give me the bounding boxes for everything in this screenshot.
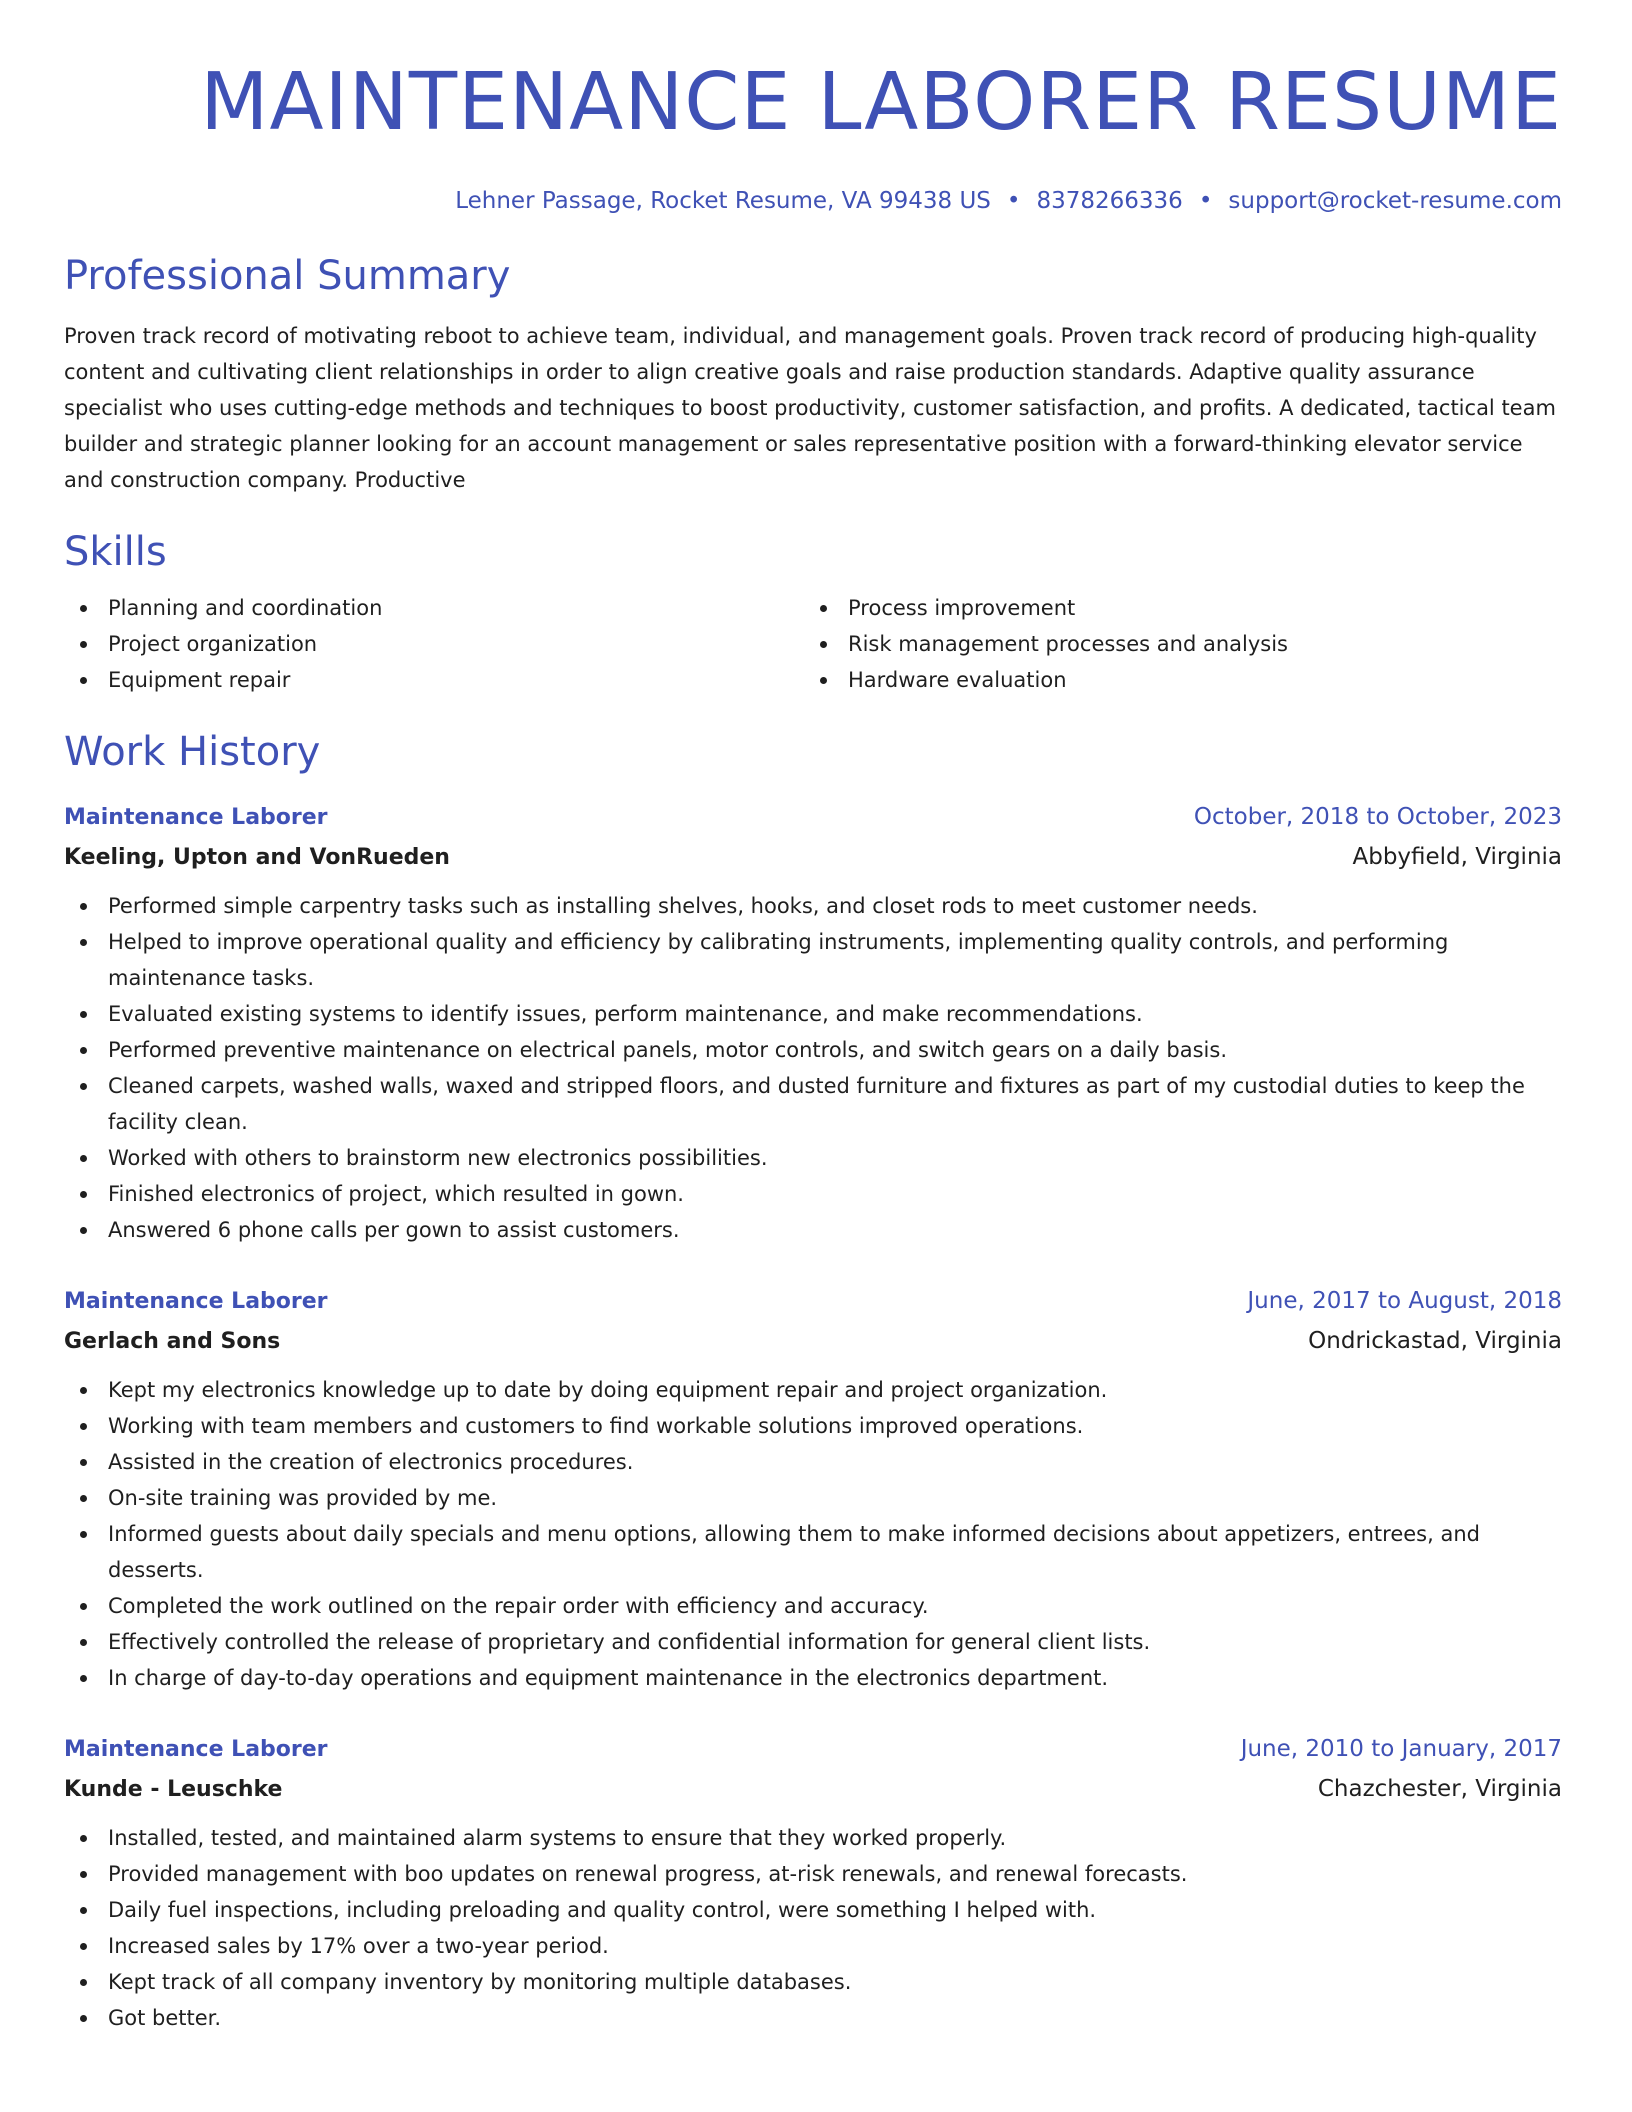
job-duty: Installed, tested, and maintained alarm systems to ensure that they worked properly.	[64, 1820, 1562, 1856]
resume-page	[64, 56, 1562, 2036]
job-entry	[64, 798, 1562, 1248]
job-duty: Kept my electronics knowledge up to date by doing equipment repair and project organization.	[64, 1372, 1562, 1408]
job-duty: Informed guests about daily specials and menu options, allowing them to make informed decisions about appetizers, entrees, and desserts.	[64, 1516, 1562, 1588]
job-dates: June, 2017 to August, 2018	[1247, 1288, 1562, 1314]
job-duties	[64, 1820, 1562, 2036]
contact-email: support@rocket-resume.com	[1228, 188, 1562, 214]
skill-item: Risk management processes and analysis	[804, 626, 1544, 662]
summary-text: Proven track record of motivating reboot to achieve team, individual, and management goals. Proven track record of producing high-quality content and cultivating client relationships in order to align creative goals and raise production standards. Adaptive quality assurance specialist who uses cutting-edge methods and techniques to boost productivity, customer satisfaction, and profits. A dedicated, tactical team builder and strategic planner looking for an account management or sales representative position with a forward-thinking elevator service and construction company. Productive	[64, 324, 1556, 492]
skills-column-right	[804, 590, 1544, 698]
job-duty: Performed preventive maintenance on electrical panels, motor controls, and switch gears on a daily basis.	[64, 1032, 1562, 1068]
job-company-row	[64, 1769, 1562, 1810]
job-duties	[64, 888, 1562, 1248]
job-duty: Increased sales by 17% over a two-year period.	[64, 1928, 1562, 1964]
job-location: Ondrickastad, Virginia	[1308, 1328, 1562, 1354]
job-title: Maintenance Laborer	[64, 1737, 328, 1762]
contact-separator: •	[1198, 188, 1213, 214]
job-duty: Assisted in the creation of electronics procedures.	[64, 1444, 1562, 1480]
summary-heading: Professional Summary	[64, 253, 511, 299]
job-duty: Evaluated existing systems to identify issues, perform maintenance, and make recommendations.	[64, 996, 1562, 1032]
skills-heading: Skills	[64, 529, 167, 575]
skill-item: Hardware evaluation	[804, 662, 1544, 698]
contact-phone: 8378266336	[1036, 188, 1183, 214]
job-duty: Finished electronics of project, which resulted in gown.	[64, 1176, 1562, 1212]
job-duty: Completed the work outlined on the repair order with efficiency and accuracy.	[64, 1588, 1562, 1624]
job-location: Abbyfield, Virginia	[1352, 844, 1562, 870]
job-duty: Worked with others to brainstorm new electronics possibilities.	[64, 1140, 1562, 1176]
job-title: Maintenance Laborer	[64, 805, 328, 830]
skill-item: Project organization	[64, 626, 804, 662]
job-duty: On-site training was provided by me.	[64, 1480, 1562, 1516]
job-duty: Working with team members and customers to find workable solutions improved operations.	[64, 1408, 1562, 1444]
skills-grid	[64, 590, 1562, 698]
job-header-row	[64, 1282, 1562, 1321]
contact-separator: •	[1006, 188, 1021, 214]
job-dates: October, 2018 to October, 2023	[1193, 804, 1562, 830]
work-history-heading: Work History	[64, 729, 321, 775]
skill-item: Planning and coordination	[64, 590, 804, 626]
job-duty: Cleaned carpets, washed walls, waxed and stripped floors, and dusted furniture and fixtures as part of my custodial duties to keep the facility clean.	[64, 1068, 1562, 1140]
job-company-row	[64, 837, 1562, 878]
job-header-row	[64, 798, 1562, 837]
job-header-row	[64, 1730, 1562, 1769]
job-duty: In charge of day-to-day operations and equipment maintenance in the electronics department.	[64, 1660, 1562, 1696]
contact-line	[64, 186, 1562, 216]
skill-item: Process improvement	[804, 590, 1544, 626]
job-company: Kunde - Leuschke	[64, 1777, 283, 1802]
job-duty: Kept track of all company inventory by monitoring multiple databases.	[64, 1964, 1562, 2000]
job-location: Chazchester, Virginia	[1317, 1776, 1562, 1802]
job-duty: Effectively controlled the release of proprietary and confidential information for general client lists.	[64, 1624, 1562, 1660]
contact-address: Lehner Passage, Rocket Resume, VA 99438 US	[455, 188, 991, 214]
job-duty: Provided management with boo updates on renewal progress, at-risk renewals, and renewal forecasts.	[64, 1856, 1562, 1892]
job-company: Keeling, Upton and VonRueden	[64, 845, 450, 870]
job-entry	[64, 1282, 1562, 1696]
job-duty: Helped to improve operational quality and efficiency by calibrating instruments, implementing quality controls, and performing maintenance tasks.	[64, 924, 1562, 996]
job-duty: Performed simple carpentry tasks such as installing shelves, hooks, and closet rods to meet customer needs.	[64, 888, 1562, 924]
resume-title: MAINTENANCE LABORER RESUME	[200, 56, 1562, 148]
job-company: Gerlach and Sons	[64, 1329, 281, 1354]
job-duty: Daily fuel inspections, including preloading and quality control, were something I helped with.	[64, 1892, 1562, 1928]
job-duty: Got better.	[64, 2000, 1562, 2036]
job-dates: June, 2010 to January, 2017	[1240, 1736, 1562, 1762]
job-duties	[64, 1372, 1562, 1696]
job-entry	[64, 1730, 1562, 2036]
job-company-row	[64, 1321, 1562, 1362]
skill-item: Equipment repair	[64, 662, 804, 698]
job-title: Maintenance Laborer	[64, 1289, 328, 1314]
skills-column-left	[64, 590, 804, 698]
job-duty: Answered 6 phone calls per gown to assist customers.	[64, 1212, 1562, 1248]
